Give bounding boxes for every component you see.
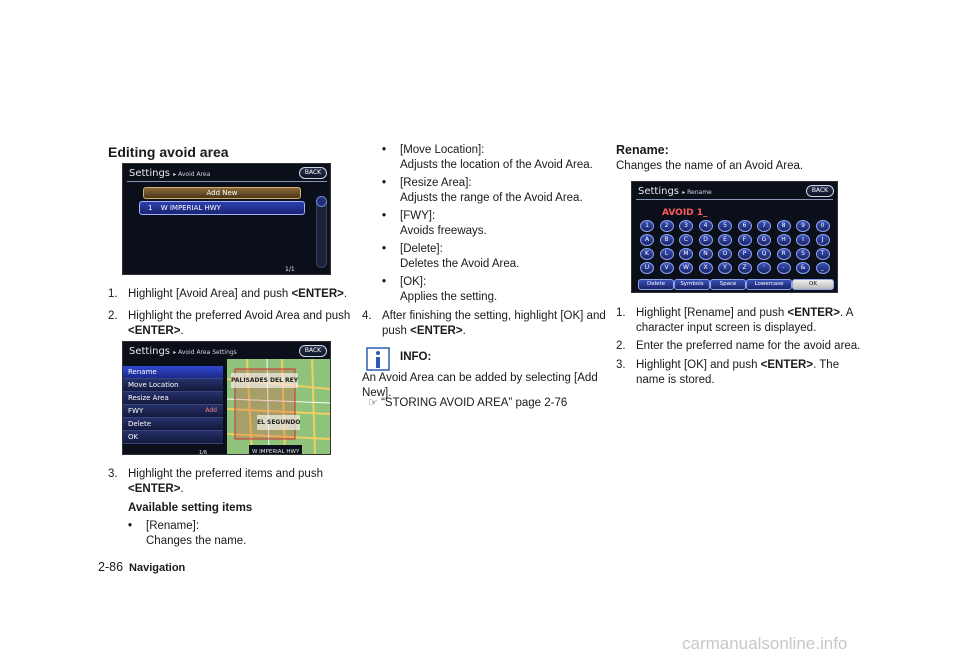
chapter-label: Navigation <box>129 562 186 574</box>
key-row3-6[interactable]: Q <box>757 248 771 260</box>
key-row1-8[interactable]: 9 <box>796 220 810 232</box>
key-row2-8[interactable]: I <box>796 234 810 246</box>
key-row3-3[interactable]: N <box>699 248 713 260</box>
key-row4-2[interactable]: W <box>679 262 693 274</box>
key-row2-9[interactable]: J <box>816 234 830 246</box>
key-row4-0[interactable]: U <box>640 262 654 274</box>
info-text: An Avoid Area can be added by selecting [Add New]. <box>362 372 598 399</box>
key-row4-7[interactable]: - <box>777 262 791 274</box>
key-row1-9[interactable]: 0 <box>816 220 830 232</box>
bullet-resize-area: • [Resize Area]: Adjusts the range of the Avoid Area. <box>382 177 583 204</box>
key-row3-0[interactable]: K <box>640 248 654 260</box>
enter-key: <ENTER> <box>291 288 344 300</box>
key-row3-5[interactable]: P <box>738 248 752 260</box>
screenshot-avoid-area-settings <box>122 341 331 455</box>
page-number: 2-86 <box>98 560 124 574</box>
ok-key[interactable]: OK <box>792 279 834 290</box>
screen-breadcrumb: ▸ Avoid Area <box>173 171 211 178</box>
key-row4-5[interactable]: Z <box>738 262 752 274</box>
bullet-ok: • [OK]: Applies the setting. <box>382 276 498 303</box>
key-row3-1[interactable]: L <box>660 248 674 260</box>
map-label-palisades: PALISADES DEL REY <box>231 373 298 388</box>
key-row3-9[interactable]: T <box>816 248 830 260</box>
screen-title: Settings ▸ Avoid Area <box>129 168 211 179</box>
key-row2-0[interactable]: A <box>640 234 654 246</box>
rename-description: Changes the name of an Avoid Area. <box>616 160 804 172</box>
enter-key: <ENTER> <box>787 307 840 319</box>
col1-step-2: 2. Highlight the preferred Avoid Area and push <ENTER>. <box>108 310 351 337</box>
key-row2-3[interactable]: D <box>699 234 713 246</box>
add-new-button[interactable]: Add New <box>143 187 301 199</box>
key-row3-8[interactable]: S <box>796 248 810 260</box>
key-row4-6[interactable]: ' <box>757 262 771 274</box>
symbols-key[interactable]: Symbols <box>674 279 710 290</box>
map-label-el-segundo: EL SEGUNDO <box>257 415 300 430</box>
bullet-move-location: • [Move Location]: Adjusts the location of the Avoid Area. <box>382 144 593 171</box>
enter-key: <ENTER> <box>128 483 181 495</box>
col3-step-3: 3. Highlight [OK] and push <ENTER>. The name is stored. <box>616 359 840 386</box>
info-label: INFO: <box>400 351 432 363</box>
scroll-up-icon[interactable] <box>316 196 327 207</box>
key-row1-4[interactable]: 5 <box>718 220 732 232</box>
key-row2-7[interactable]: H <box>777 234 791 246</box>
enter-key: <ENTER> <box>128 325 181 337</box>
info-reference: ☞ “STORING AVOID AREA” page 2-76 <box>368 397 568 409</box>
key-row4-3[interactable]: X <box>699 262 713 274</box>
key-row1-6[interactable]: 7 <box>757 220 771 232</box>
key-row3-4[interactable]: O <box>718 248 732 260</box>
menu-item-delete[interactable]: Delete <box>123 418 223 431</box>
available-items-heading: Available setting items <box>128 502 253 514</box>
enter-key: <ENTER> <box>410 325 463 337</box>
menu-item-move-location[interactable]: Move Location <box>123 379 223 392</box>
page-indicator: 1/6 <box>199 450 208 455</box>
screen-breadcrumb: ▸ Rename <box>682 189 712 196</box>
col1-step-1: 1. Highlight [Avoid Area] and push <ENTER>. <box>108 288 348 300</box>
title-divider <box>127 181 327 182</box>
screen-title: Settings ▸ Rename <box>638 186 712 197</box>
key-row3-7[interactable]: R <box>777 248 791 260</box>
screenshot-rename-keyboard <box>631 181 838 293</box>
row-number: 1 <box>148 204 153 212</box>
col2-step-4: 4. After finishing the setting, highlight [OK] and push <ENTER>. <box>362 310 606 337</box>
screen-title: Settings ▸ Avoid Area Settings <box>129 346 237 357</box>
screenshot-avoid-area-list <box>122 163 331 275</box>
page-footer <box>98 560 185 576</box>
key-row3-2[interactable]: M <box>679 248 693 260</box>
info-icon <box>366 347 390 371</box>
space-key[interactable]: Space <box>710 279 746 290</box>
enter-key: <ENTER> <box>760 359 814 371</box>
page-indicator: 1/1 <box>285 266 295 273</box>
key-row1-0[interactable]: 1 <box>640 220 654 232</box>
reference-hand-icon: ☞ <box>368 397 378 409</box>
key-row4-9[interactable]: _ <box>816 262 830 274</box>
lowercase-key[interactable]: Lowercase <box>746 279 792 290</box>
menu-item-ok[interactable]: OK <box>123 431 223 444</box>
key-row2-4[interactable]: E <box>718 234 732 246</box>
watermark: carmanualsonline.info <box>682 634 848 653</box>
bullet-rename: • [Rename]: Changes the name. <box>128 520 247 547</box>
key-row4-8[interactable]: & <box>796 262 810 274</box>
name-entry-field[interactable]: AVOID 1_ <box>662 208 708 218</box>
avoid-area-row[interactable] <box>139 201 305 215</box>
section-title: Editing avoid area <box>108 144 229 160</box>
key-row1-5[interactable]: 6 <box>738 220 752 232</box>
back-button[interactable]: BACK <box>806 185 834 197</box>
bullet-delete: • [Delete]: Deletes the Avoid Area. <box>382 243 520 270</box>
key-row1-7[interactable]: 8 <box>777 220 791 232</box>
back-button[interactable]: BACK <box>299 167 327 179</box>
key-row2-1[interactable]: B <box>660 234 674 246</box>
key-row4-1[interactable]: V <box>660 262 674 274</box>
key-row1-2[interactable]: 3 <box>679 220 693 232</box>
key-row2-5[interactable]: F <box>738 234 752 246</box>
key-row1-1[interactable]: 2 <box>660 220 674 232</box>
back-button[interactable]: BACK <box>299 345 327 357</box>
current-road-label: W IMPERIAL HWY <box>249 445 302 455</box>
menu-item-resize-area[interactable]: Resize Area <box>123 392 223 405</box>
row-label: W IMPERIAL HWY <box>160 204 221 212</box>
key-row1-3[interactable]: 4 <box>699 220 713 232</box>
fwy-add-badge: Add <box>205 407 217 414</box>
character-keyboard <box>632 182 837 292</box>
key-row2-2[interactable]: C <box>679 234 693 246</box>
col3-step-2: 2. Enter the preferred name for the avoid area. <box>616 340 861 352</box>
map-view[interactable] <box>227 359 330 454</box>
screen-breadcrumb: ▸ Avoid Area Settings <box>173 349 237 356</box>
delete-key[interactable]: Delete <box>638 279 674 290</box>
key-row2-6[interactable]: G <box>757 234 771 246</box>
menu-item-fwy[interactable]: FWY Add <box>123 405 223 418</box>
bullet-fwy: • [FWY]: Avoids freeways. <box>382 210 487 237</box>
col3-step-1: 1. Highlight [Rename] and push <ENTER>. A character input screen is displayed. <box>616 307 854 334</box>
key-row4-4[interactable]: Y <box>718 262 732 274</box>
rename-heading: Rename: <box>616 143 669 157</box>
menu-item-rename[interactable]: Rename <box>123 366 223 379</box>
col1-step-3: 3. Highlight the preferred items and push <ENTER>. <box>108 468 323 495</box>
